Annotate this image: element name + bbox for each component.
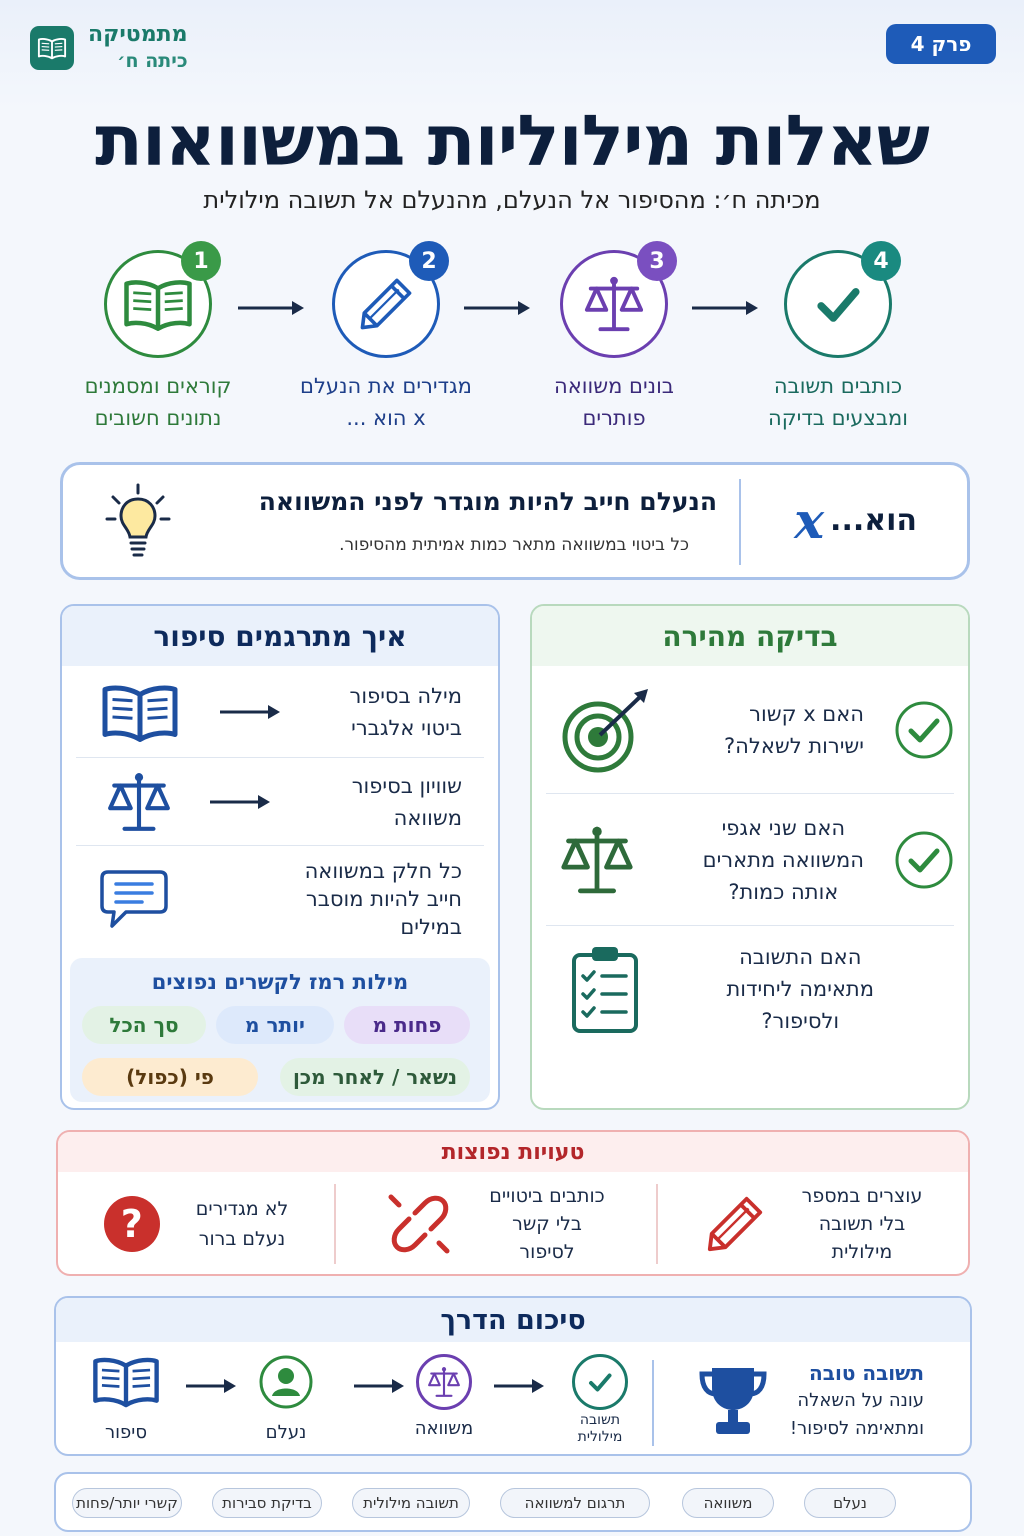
check-icon — [784, 250, 892, 358]
unknown-label: הוא... — [830, 503, 917, 538]
row-text: במילים — [400, 915, 462, 939]
row-text: המשוואה מתארים — [702, 847, 864, 872]
check-circle-icon — [894, 830, 954, 890]
translate-panel — [60, 604, 500, 1110]
target-icon — [558, 687, 654, 773]
lightbulb-icon — [105, 483, 171, 559]
keyword-tag: סך הכל — [82, 1006, 206, 1044]
quick-check-title: בדיקה מהירה — [532, 606, 968, 666]
flow-label: סיפור — [104, 1422, 147, 1443]
brand — [30, 20, 210, 76]
divider — [656, 1184, 658, 1264]
mistake-item — [58, 1176, 334, 1272]
row-text: ביטוי אלגברי — [351, 715, 462, 740]
step-2 — [286, 250, 486, 434]
check-circle-icon — [894, 700, 954, 760]
flow-item — [246, 1354, 326, 1443]
row-text: האם התשובה — [739, 945, 862, 969]
trophy-icon — [698, 1364, 768, 1438]
flow-item — [404, 1354, 484, 1439]
row-text: האם x קשור — [749, 701, 864, 726]
scale-icon — [102, 769, 176, 835]
step-number: 1 — [181, 241, 221, 281]
chat-bubble-icon — [98, 868, 170, 930]
row-text: לא מגדירים — [195, 1198, 289, 1220]
book-icon — [98, 682, 182, 742]
unknown-headline: הנעלם חייב להיות מוגדר לפני המשוואה — [258, 487, 717, 516]
summary-flow — [86, 1354, 646, 1454]
book-icon — [30, 26, 74, 70]
row-text: ישירות לשאלה? — [724, 733, 864, 758]
book-icon — [104, 250, 212, 358]
flow-item — [86, 1354, 166, 1443]
flow-label: נעלם — [265, 1422, 307, 1443]
steps-row — [0, 250, 1024, 440]
footer-tag: בדיקת סבירות — [212, 1488, 322, 1518]
step-label: x הוא ... — [346, 406, 426, 430]
row-text: מילולית — [831, 1241, 893, 1263]
step-label: מגדירים את הנעלם — [300, 374, 472, 398]
step-label: בונים משוואה — [554, 374, 674, 398]
row-text: כותבים ביטויים — [489, 1185, 605, 1207]
scale-icon — [560, 250, 668, 358]
divider — [334, 1184, 336, 1264]
flow-item — [560, 1354, 640, 1446]
summary-title: סיכום הדרך — [56, 1298, 970, 1342]
footer-tag: תשובה מילולית — [352, 1488, 470, 1518]
divider — [739, 479, 741, 565]
arrow-icon — [184, 1376, 240, 1396]
arrow-icon — [208, 792, 272, 812]
row-text: חייב להיות מוסבר — [305, 887, 462, 911]
clipboard-icon — [570, 943, 640, 1035]
scale-icon — [554, 822, 640, 898]
check-icon — [572, 1354, 628, 1410]
check-row — [546, 926, 954, 1052]
person-icon — [258, 1354, 314, 1410]
scale-icon — [416, 1354, 472, 1410]
arrow-icon — [218, 702, 282, 722]
step-label: פותרים — [582, 406, 646, 430]
page-subtitle: מכיתה ח׳: מהסיפור אל הנעלם, מהנעלם אל תשובה מילולית — [203, 186, 821, 214]
row-text: אותה כמות? — [728, 879, 839, 904]
row-text: מילה בסיפור — [349, 683, 462, 708]
translate-row — [76, 846, 484, 952]
row-text: משוואה — [393, 805, 462, 830]
row-text: עוצרים במספר — [801, 1185, 923, 1207]
mistake-item — [658, 1176, 968, 1272]
footer-tag: קשרי יותר/פחות — [72, 1488, 182, 1518]
translate-panel-title: איך מתרגמים סיפור — [62, 606, 498, 666]
step-label: קוראים ומסמנים — [84, 374, 232, 398]
unknown-definition-box — [60, 462, 970, 580]
flow-label: משוואה — [414, 1418, 474, 1439]
row-text: האם שני אגפי — [721, 815, 846, 840]
step-1 — [58, 250, 258, 434]
mistake-item — [336, 1176, 656, 1272]
good-answer — [684, 1356, 924, 1446]
pencil-icon — [332, 250, 440, 358]
step-label: כותבים תשובה — [773, 374, 903, 398]
step-number: 3 — [637, 241, 677, 281]
brand-title: מתמטיקה — [88, 22, 188, 47]
check-row — [546, 666, 954, 794]
keywords-title: מילות רמז לקשרים נפוצים — [151, 970, 409, 994]
step-number: 4 — [861, 241, 901, 281]
row-text: מתאימה ליחידות — [726, 977, 874, 1001]
row-text: ומתאימה לסיפור! — [789, 1418, 924, 1439]
step-label: ומבצעים בדיקה — [768, 406, 908, 430]
translate-row — [76, 758, 484, 846]
keywords-box — [70, 958, 490, 1102]
row-text: ולסיפור? — [761, 1009, 840, 1033]
arrow-icon — [492, 1376, 548, 1396]
arrow-icon — [352, 1376, 408, 1396]
row-text: נעלם ברור — [198, 1228, 286, 1250]
summary-panel — [54, 1296, 972, 1456]
mistakes-title: טעויות נפוצות — [58, 1132, 968, 1172]
row-text: כל חלק במשוואה — [304, 859, 462, 883]
check-row — [546, 794, 954, 926]
translate-row — [76, 666, 484, 758]
flow-label: תשובה מילולית — [577, 1412, 623, 1445]
x-symbol: x — [794, 491, 825, 550]
row-text: עונה על השאלה — [797, 1390, 924, 1411]
row-text: לסיפור — [519, 1241, 575, 1263]
question-icon: ? — [104, 1196, 160, 1252]
unknown-detail: כל ביטוי במשוואה מתאר כמות אמיתית מהסיפור. — [339, 535, 689, 555]
row-text: שוויון בסיפור — [351, 773, 462, 798]
brand-grade: כיתה ח׳ — [117, 50, 188, 72]
pencil-icon — [704, 1191, 766, 1257]
page-title: שאלות מילוליות במשוואות — [95, 100, 929, 182]
footer-tag: משוואה — [682, 1488, 774, 1518]
step-3 — [514, 250, 714, 434]
footer-tags — [54, 1472, 972, 1532]
broken-link-icon — [387, 1191, 453, 1257]
quick-check-panel — [530, 604, 970, 1110]
common-mistakes-panel — [56, 1130, 970, 1276]
keyword-tag: יותר מ — [216, 1006, 334, 1044]
footer-tag: נעלם — [804, 1488, 896, 1518]
keyword-tag: פחות מ — [344, 1006, 470, 1044]
step-number: 2 — [409, 241, 449, 281]
row-text: בלי קשר — [512, 1213, 582, 1235]
keyword-tag: פי (כפול) — [82, 1058, 258, 1096]
divider — [652, 1360, 654, 1446]
row-text: בלי תשובה — [818, 1213, 906, 1235]
step-label: נתונים חשובים — [94, 406, 222, 430]
chapter-badge: פרק 4 — [886, 24, 996, 64]
step-4 — [738, 250, 938, 434]
book-icon — [91, 1354, 161, 1408]
footer-tag: תרגום למשוואה — [500, 1488, 650, 1518]
good-answer-title: תשובה טובה — [809, 1361, 924, 1385]
keyword-tag: נשאר / לאחר מכן — [280, 1058, 470, 1096]
